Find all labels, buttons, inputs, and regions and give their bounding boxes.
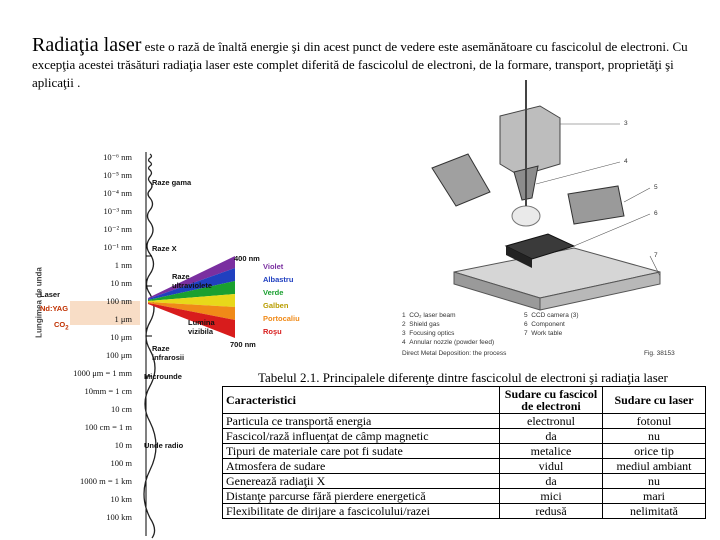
region-radio: Unde radio xyxy=(144,441,184,450)
row-label: Distanţe parcurse fără pierdere energetică xyxy=(223,489,500,504)
tick-label: 10⁻⁶ nm xyxy=(103,152,132,162)
header-laser: Sudare cu laser xyxy=(603,387,706,414)
legend-item xyxy=(524,312,579,320)
tick-label: 100 nm xyxy=(106,296,132,306)
region-micro: Microunde xyxy=(144,372,182,381)
table-row xyxy=(223,459,706,474)
legend-text: CCD camera (3) xyxy=(531,312,579,319)
tick-label: 10⁻³ nm xyxy=(103,206,132,216)
row-label: Particula ce transportă energia xyxy=(223,414,500,429)
tick-label: 1 nm xyxy=(114,260,132,270)
melt-pool-icon xyxy=(512,206,540,226)
comparison-table xyxy=(222,386,706,519)
legend-number: 4 xyxy=(402,339,406,346)
laser-value: mediul ambiant xyxy=(603,459,706,474)
focusing-optics-icon xyxy=(500,106,560,176)
electron-beam-value: metalice xyxy=(500,444,603,459)
electron-beam-value: electronul xyxy=(500,414,603,429)
legend-text: CO₂ laser beam xyxy=(409,312,456,319)
region-gamma: Raze gama xyxy=(152,178,192,187)
table-caption: Tabelul 2.1. Principalele diferenţe dintre fascicolul de electroni şi radiaţia laser xyxy=(258,370,668,385)
source-co2 xyxy=(54,320,69,334)
electron-beam-value: vidul xyxy=(500,459,603,474)
electron-beam-value: da xyxy=(500,474,603,489)
intro-text: este o rază de înaltă energie şi din acest punct de vedere este asemănătoare cu fascicolul de electroni. Cu excepţia acestei trăsături radiaţia laser este complet diferită de fascicolul de electroni, de la formare, transport, proprietăţi şi aplicaţii . xyxy=(32,39,688,90)
laser-value: orice tip xyxy=(603,444,706,459)
callout-6: 6 xyxy=(654,210,658,217)
visible-start-label: 400 nm xyxy=(234,254,260,263)
tick-label: 100 μm xyxy=(105,350,132,360)
laser-value: nu xyxy=(603,474,706,489)
legend-item xyxy=(402,330,454,338)
laser-value: mari xyxy=(603,489,706,504)
table-row xyxy=(223,504,706,519)
tick-label: 10 cm xyxy=(110,404,132,414)
visible-end-label: 700 nm xyxy=(230,340,256,349)
axis-title: Lungimea de unda xyxy=(34,267,44,338)
tick-label: 1000 m = 1 km xyxy=(79,476,132,486)
row-label: Flexibilitate de dirijare a fascicolului/razei xyxy=(223,504,500,519)
tick-label: 10⁻¹ nm xyxy=(103,242,132,252)
row-label: Generează radiaţii X xyxy=(223,474,500,489)
region-uv: Raze ultraviolete xyxy=(172,272,213,290)
color-green: Verde xyxy=(263,288,284,297)
legend-text: Work table xyxy=(531,330,563,337)
region-ir: Raze infrarosii xyxy=(152,344,185,362)
legend-text: Focusing optics xyxy=(409,330,455,337)
header-characteristics: Caracteristici xyxy=(223,387,500,414)
legend-number: 1 xyxy=(402,312,406,319)
table-row xyxy=(223,474,706,489)
table-header-row xyxy=(223,387,706,414)
electron-beam-value: da xyxy=(500,429,603,444)
tick-label: 10 m xyxy=(114,440,132,450)
laser-value: fotonul xyxy=(603,414,706,429)
legend-text: Annular nozzle (powder feed) xyxy=(409,339,495,346)
figure-id: Fig. 38153 xyxy=(644,350,675,357)
tick-label: 10 km xyxy=(110,494,132,504)
tick-label: 10mm = 1 cm xyxy=(84,386,132,396)
legend-item xyxy=(402,321,440,329)
tick-label: 10⁻⁵ nm xyxy=(103,170,132,180)
legend-item xyxy=(524,330,562,338)
tick-label: 1000 μm = 1 mm xyxy=(73,368,132,378)
region-visible: Lumina vizibila xyxy=(188,318,215,336)
legend-number: 6 xyxy=(524,321,528,328)
laser-value: nu xyxy=(603,429,706,444)
tick-label: 10⁻⁴ nm xyxy=(103,188,132,198)
color-red: Roşu xyxy=(263,327,282,336)
legend-item xyxy=(402,312,455,320)
color-orange: Portocaliu xyxy=(263,314,300,323)
legend-number: 3 xyxy=(402,330,406,337)
laser-value: nelimitată xyxy=(603,504,706,519)
source-co2-text: CO xyxy=(54,320,66,329)
electron-beam-value: redusă xyxy=(500,504,603,519)
color-yellow: Galben xyxy=(263,301,289,310)
row-label: Tipuri de materiale care pot fi sudate xyxy=(223,444,500,459)
color-violet: Violet xyxy=(263,262,284,271)
table-row xyxy=(223,429,706,444)
callout-5: 5 xyxy=(654,184,658,191)
tick-label: 10 μm xyxy=(110,332,132,342)
tick-label: 100 m xyxy=(110,458,132,468)
tick-label: 1 μm xyxy=(114,314,132,324)
source-laser: Laser xyxy=(40,290,61,299)
legend-number: 5 xyxy=(524,312,528,319)
laser-deposition-figure xyxy=(398,76,710,362)
legend-text: Component xyxy=(531,321,565,328)
tick-label: 10 nm xyxy=(110,278,132,288)
source-ndyag: Nd:YAG xyxy=(40,304,69,313)
tick-label: 100 km xyxy=(106,512,132,522)
callout-4: 4 xyxy=(624,158,628,165)
electron-beam-value: mici xyxy=(500,489,603,504)
row-label: Fascicol/rază influenţat de câmp magnetic xyxy=(223,429,500,444)
tick-label: 100 cm = 1 m xyxy=(84,422,132,432)
callout-3: 3 xyxy=(624,120,628,127)
legend-item xyxy=(524,321,565,329)
table-row xyxy=(223,414,706,429)
source-co2-subscript: 2 xyxy=(65,325,69,332)
legend-number: 7 xyxy=(524,330,528,337)
table-row xyxy=(223,444,706,459)
color-blue: Albastru xyxy=(263,275,294,284)
table-row xyxy=(223,489,706,504)
legend-text: Shield gas xyxy=(409,321,440,328)
legend-number: 2 xyxy=(402,321,406,328)
callout-7: 7 xyxy=(654,252,658,259)
region-x: Raze X xyxy=(152,244,177,253)
figure-source-line: Direct Metal Deposition: the process xyxy=(402,350,507,357)
intro-title-word: Radiaţia laser xyxy=(32,34,142,56)
legend-item xyxy=(402,339,494,347)
header-electron-beam: Sudare cu fascicol de electroni xyxy=(500,387,603,414)
tick-label: 10⁻² nm xyxy=(103,224,132,234)
row-label: Atmosfera de sudare xyxy=(223,459,500,474)
